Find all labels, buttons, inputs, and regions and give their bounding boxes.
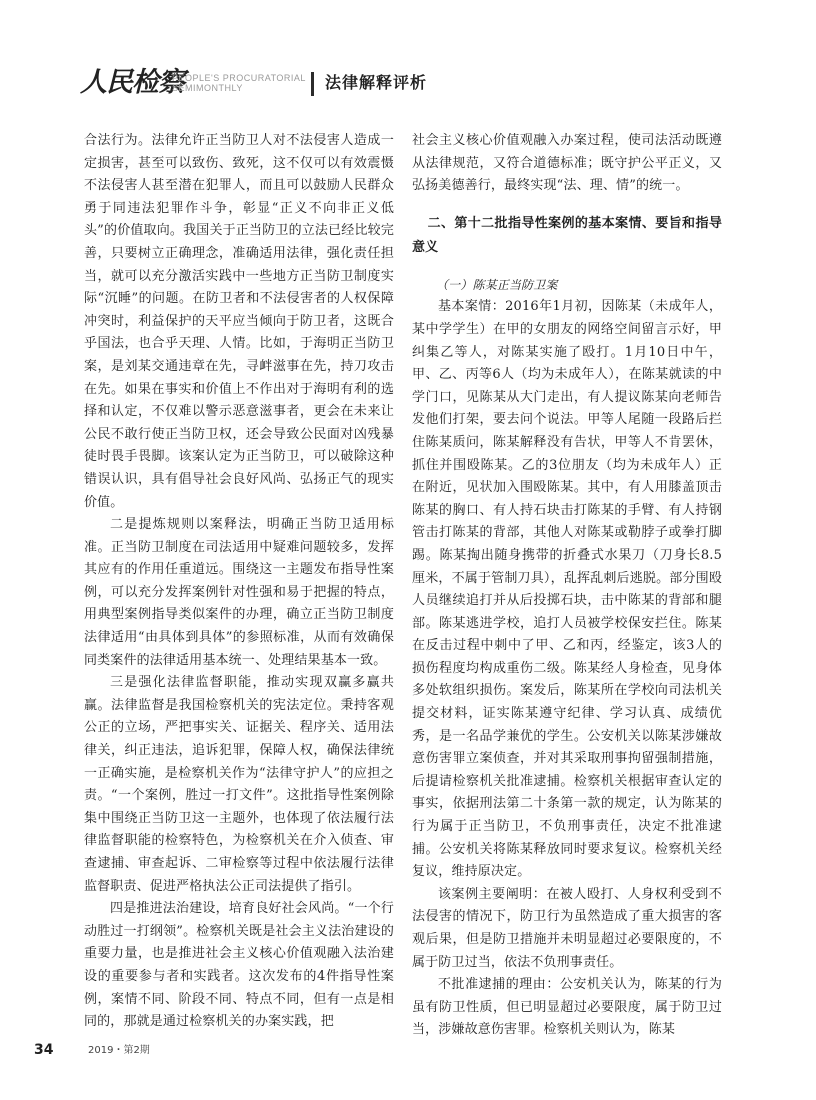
logo-english-line1: PEOPLE'S PROCURATORIAL [172, 73, 306, 83]
logo-english-line2: SEMIMONTHLY [172, 83, 243, 93]
page-number: 34 [34, 1042, 54, 1058]
body-paragraph: 三是强化法律监督职能，推动实现双赢多赢共赢。法律监督是我国检察机关的宪法定位。秉持客观公正的立场，严把事实关、证据关、程序关、适用法律关，纠正违法，追诉犯罪，保障人权，确保法律统一正确实施，是检察机关作为“法律守护人”的应担之责。“一个案例，胜过一打文件”。这批指导性案例除集中围绕正当防卫这一主题外，也体现了依法履行法律监督职能的检察特色，为检察机关在介入侦查、审查逮捕、审查起诉、二审检察等过程中依法履行法律监督职责、促进严格执法公正司法提供了指引。 [84, 675, 394, 894]
masthead [80, 66, 740, 100]
section-divider-bar [311, 72, 314, 96]
logo: 人民检察 [80, 67, 184, 98]
logo-english [172, 73, 306, 93]
section-heading: 二、第十二批指导性案例的基本案情、要旨和指导意义 [412, 215, 722, 255]
right-column [412, 130, 722, 1042]
body-paragraph: 基本案情：2016年1月初，因陈某（未成年人，某中学学生）在甲的女朋友的网络空间留言示好，甲纠集乙等人，对陈某实施了殴打。1月10日中午，甲、乙、丙等6人（均为未成年人），在陈某就读的中学门口，见陈某从大门走出，有人提议陈某向老师告发他们打架，要去问个说法。甲等人尾随一段路后拦住陈某质问，陈某解释没有告状，甲等人不肯罢休，抓住并围殴陈某。乙的3位朋友（均为未成年人）正在附近，见状加入围殴陈某。其中，有人用膝盖顶击陈某的胸口、有人持石块击打陈某的手臂、有人持钢管击打陈某的背部，其他人对陈某或勒脖子或拳打脚踢。陈某掏出随身携带的折叠式水果刀（刀身长8.5厘米，不属于管制刀具），乱挥乱刺后逃脱。部分围殴人员继续追打并从后投掷石块，击中陈某的背部和腿部。陈某逃进学校，追打人员被学校保安拦住。陈某在反击过程中刺中了甲、乙和丙，经鉴定，该3人的损伤程度均构成重伤二级。陈某经人身检查，见身体多处软组织损伤。案发后，陈某所在学校向司法机关提交材料，证实陈某遵守纪律、学习认真、成绩优秀，是一名品学兼优的学生。公安机关以陈某涉嫌故意伤害罪立案侦查，并对其采取刑事拘留强制措施，后提请检察机关批准逮捕。检察机关根据审查认定的事实，依据刑法第二十条第一款的规定，认为陈某的行为属于正当防卫，不负刑事责任，决定不批准逮捕。公安机关将陈某释放同时要求复议。检察机关经复议，维持原决定。 [412, 299, 722, 880]
left-column [84, 130, 394, 1034]
body-paragraph: 该案例主要阐明：在被人殴打、人身权利受到不法侵害的情况下，防卫行为虽然造成了重大损害的客观后果，但是防卫措施并未明显超过必要限度的，不属于防卫过当，依法不负刑事责任。 [412, 886, 722, 970]
body-paragraph: 社会主义核心价值观融入办案过程，使司法活动既遵从法律规范，又符合道德标准；既守护公平正义，又弘扬美德善行，最终实现“法、理、情”的统一。 [412, 133, 722, 194]
case-subheading: （一）陈某正当防卫案 [436, 277, 558, 292]
body-paragraph: 四是推进法治建设，培育良好社会风尚。“一个行动胜过一打纲领”。检察机关既是社会主义法治建设的重要力量，也是推进社会主义核心价值观融入法治建设的重要参与者和实践者。这次发布的4件指导性案例，案情不同、阶段不同、特点不同，但有一点是相同的，那就是通过检察机关的办案实践，把 [84, 901, 394, 1030]
body-paragraph: 二是提炼规则以案释法，明确正当防卫适用标准。正当防卫制度在司法适用中疑难问题较多，发挥其应有的作用任重道远。围绕这一主题发布指导性案例，可以充分发挥案例针对性强和易于把握的特点，用典型案例指导类似案件的办理，确立正当防卫制度法律适用“由具体到具体”的参照标准，从而有效确保同类案件的法律适用基本统一、处理结果基本一致。 [84, 517, 394, 668]
section-title: 法律解释评析 [325, 73, 428, 92]
issue-label: 2019・第2期 [88, 1045, 150, 1056]
body-paragraph: 合法行为。法律允许正当防卫人对不法侵害人造成一定损害，甚至可以致伤、致死，这不仅可以有效震慑不法侵害人甚至潜在犯罪人，而且可以鼓励人民群众勇于同违法犯罪作斗争，彰显“正义不向非正义低头”的价值取向。我国关于正当防卫的立法已经比较完善，只要树立正确理念，准确适用法律，强化责任担当，就可以充分激活实践中一些地方正当防卫制度实际“沉睡”的问题。在防卫者和不法侵害者的人权保障冲突时，利益保护的天平应当倾向于防卫者，这既合乎国法，也合乎天理、人情。比如，于海明正当防卫案，是刘某交通违章在先，寻衅滋事在先，持刀攻击在先。如果在事实和价值上不作出对于海明有利的选择和认定，不仅难以警示恶意滋事者，更会在未来让公民不敢行使正当防卫权，还会导致公民面对凶残暴徒时畏手畏脚。该案认定为正当防卫，可以破除这种错误认识，具有倡导社会良好风尚、弘扬正气的现实价值。 [84, 133, 394, 510]
body-paragraph: 不批准逮捕的理由：公安机关认为，陈某的行为虽有防卫性质，但已明显超过必要限度，属于防卫过当，涉嫌故意伤害罪。检察机关则认为，陈某 [412, 977, 722, 1038]
